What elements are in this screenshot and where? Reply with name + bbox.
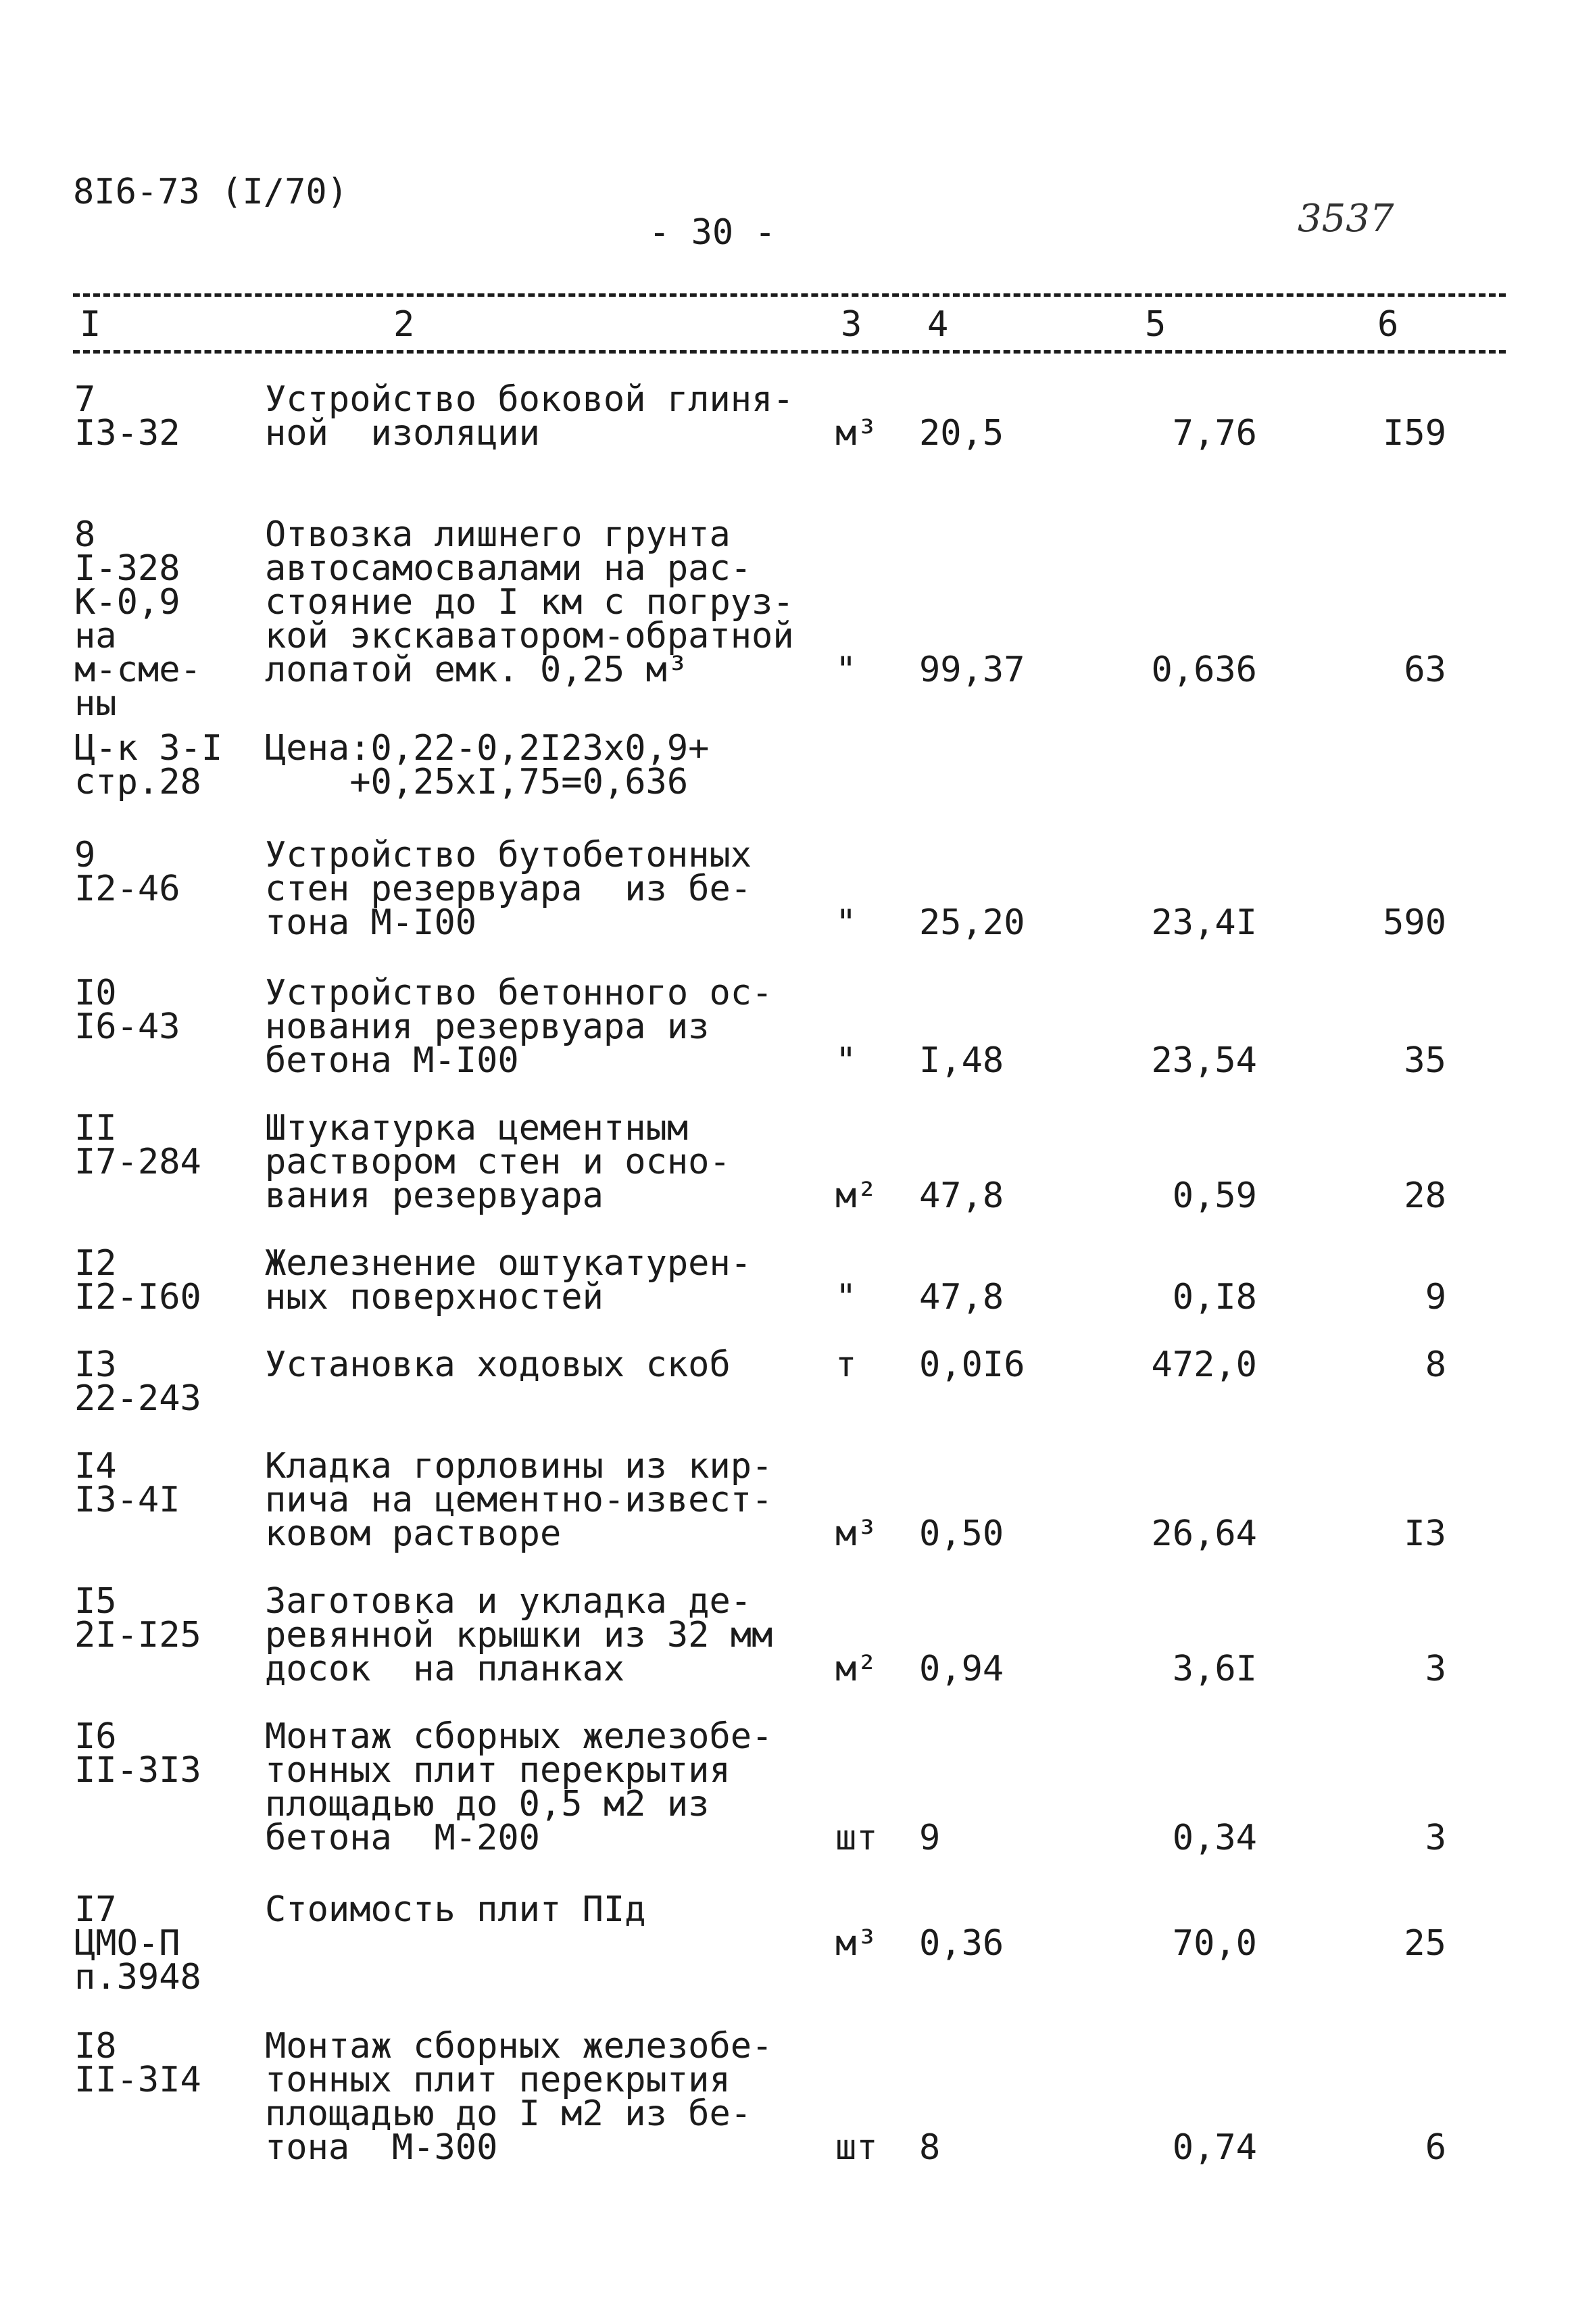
unit-cell: шт [835,2127,878,2168]
quantity-cell: 47,8 [919,1277,1004,1317]
row-number-code: II I7-284 [74,1108,201,1182]
work-description: Устройство бутобетонных стен резервуара из бе- тона М-I00 [265,835,752,943]
row-number-code: 8 I-328 К-0,9 на м-сме- ны [74,514,201,724]
quantity-cell: 8 [919,2127,941,2168]
unit-cell: " [835,902,857,943]
work-description: Кладка горловины из кир- пича на цементно-извест- ковом растворе [265,1446,773,1554]
unit-price-cell: 0,59 [1172,1176,1257,1216]
work-description: Штукатурка цементным раствором стен и осно- вания резервуара [265,1108,731,1216]
quantity-cell: 20,5 [919,413,1004,454]
column-header-4: 4 [927,304,949,345]
header-rule-bottom [73,350,1506,354]
row-number-code: I7 ЦМО-П п.3948 [74,1889,201,1998]
work-description: Установка ходовых скоб [265,1345,731,1385]
unit-price-cell: 3,6I [1172,1649,1257,1689]
work-description: Железнение оштукатурен- ных поверхностей [265,1243,752,1317]
row-number-code: 9 I2-46 [74,835,180,909]
unit-price-cell: 23,54 [1151,1040,1257,1081]
unit-price-cell: 472,0 [1151,1345,1257,1385]
work-description: Стоимость плит ПIд [265,1889,646,1930]
work-description: Устройство боковой глиня- ной изоляции [265,379,794,454]
unit-cell: " [835,650,857,690]
total-cost-cell: 6 [1425,2127,1446,2168]
unit-cell: " [835,1040,857,1081]
column-header-2: 2 [393,304,415,345]
quantity-cell: 0,36 [919,1923,1004,1964]
unit-cell: м³ [835,1923,878,1964]
total-cost-cell: I3 [1404,1514,1446,1554]
quantity-cell: I,48 [919,1040,1004,1081]
quantity-cell: 25,20 [919,902,1025,943]
total-cost-cell: 35 [1404,1040,1446,1081]
total-cost-cell [1298,731,1446,765]
column-header-1: I [80,304,101,345]
column-header-3: 3 [841,304,862,345]
work-description: Отвозка лишнего грунта автосамосвалами на рас- стояние до I км с погруз- кой экскаватором-обратной лопатой емк. 0,25 м³ [265,514,794,690]
work-description: Заготовка и укладка де- ревянной крышки из 32 мм досок на планках [265,1581,773,1689]
work-description: Цена:0,22-0,2I23x0,9+ +0,25xI,75=0,636 [265,728,710,802]
quantity-cell: 0,0I6 [919,1345,1025,1385]
unit-cell: т [835,1345,857,1385]
unit-cell: м² [835,1649,878,1689]
unit-cell [835,731,889,765]
unit-cell: м² [835,1176,878,1216]
unit-price-cell: 0,34 [1172,1818,1257,1858]
quantity-cell: 9 [919,1818,941,1858]
header-rule-top [73,293,1506,297]
row-number-code: I0 I6-43 [74,973,180,1047]
total-cost-cell: 3 [1425,1818,1446,1858]
unit-cell: " [835,1277,857,1317]
row-number-code: I8 II-3I4 [74,2026,201,2100]
handwritten-number: 3537 [1298,197,1394,241]
quantity-cell: 47,8 [919,1176,1004,1216]
quantity-cell [919,731,1088,765]
total-cost-cell: 590 [1383,902,1446,943]
work-description: Монтаж сборных железобе- тонных плит перекрытия площадью до 0,5 м2 из бетона М-200 [265,1716,773,1858]
quantity-cell: 0,50 [919,1514,1004,1554]
unit-cell: шт [835,1818,878,1858]
quantity-cell: 99,37 [919,650,1025,690]
row-number-code: I5 2I-I25 [74,1581,201,1655]
unit-price-cell [1081,731,1257,765]
total-cost-cell: 28 [1404,1176,1446,1216]
total-cost-cell: 63 [1404,650,1446,690]
unit-price-cell: 23,4I [1151,902,1257,943]
total-cost-cell: 9 [1425,1277,1446,1317]
total-cost-cell: 25 [1404,1923,1446,1964]
work-description: Монтаж сборных железобе- тонных плит перекрытия площадью до I м2 из бе- тона М-300 [265,2026,773,2168]
unit-price-cell: 26,64 [1151,1514,1257,1554]
quantity-cell: 0,94 [919,1649,1004,1689]
row-number-code: I3 22-243 [74,1345,201,1419]
unit-price-cell: 0,I8 [1172,1277,1257,1317]
unit-cell: м³ [835,413,878,454]
document-code: 8I6-73 (I/70) [73,172,348,212]
unit-price-cell: 0,636 [1151,650,1257,690]
page-number: - 30 - [649,212,776,253]
total-cost-cell: 3 [1425,1649,1446,1689]
total-cost-cell: I59 [1383,413,1446,454]
unit-cell: м³ [835,1514,878,1554]
total-cost-cell: 8 [1425,1345,1446,1385]
unit-price-cell: 0,74 [1172,2127,1257,2168]
work-description: Устройство бетонного ос- нования резервуара из бетона М-I00 [265,973,773,1081]
column-header-6: 6 [1377,304,1399,345]
row-number-code: Ц-к 3-I стр.28 [74,728,223,802]
row-number-code: I6 II-3I3 [74,1716,201,1791]
unit-price-cell: 7,76 [1172,413,1257,454]
row-number-code: I4 I3-4I [74,1446,180,1520]
row-number-code: 7 I3-32 [74,379,180,454]
column-header-5: 5 [1145,304,1166,345]
row-number-code: I2 I2-I60 [74,1243,201,1317]
unit-price-cell: 70,0 [1172,1923,1257,1964]
